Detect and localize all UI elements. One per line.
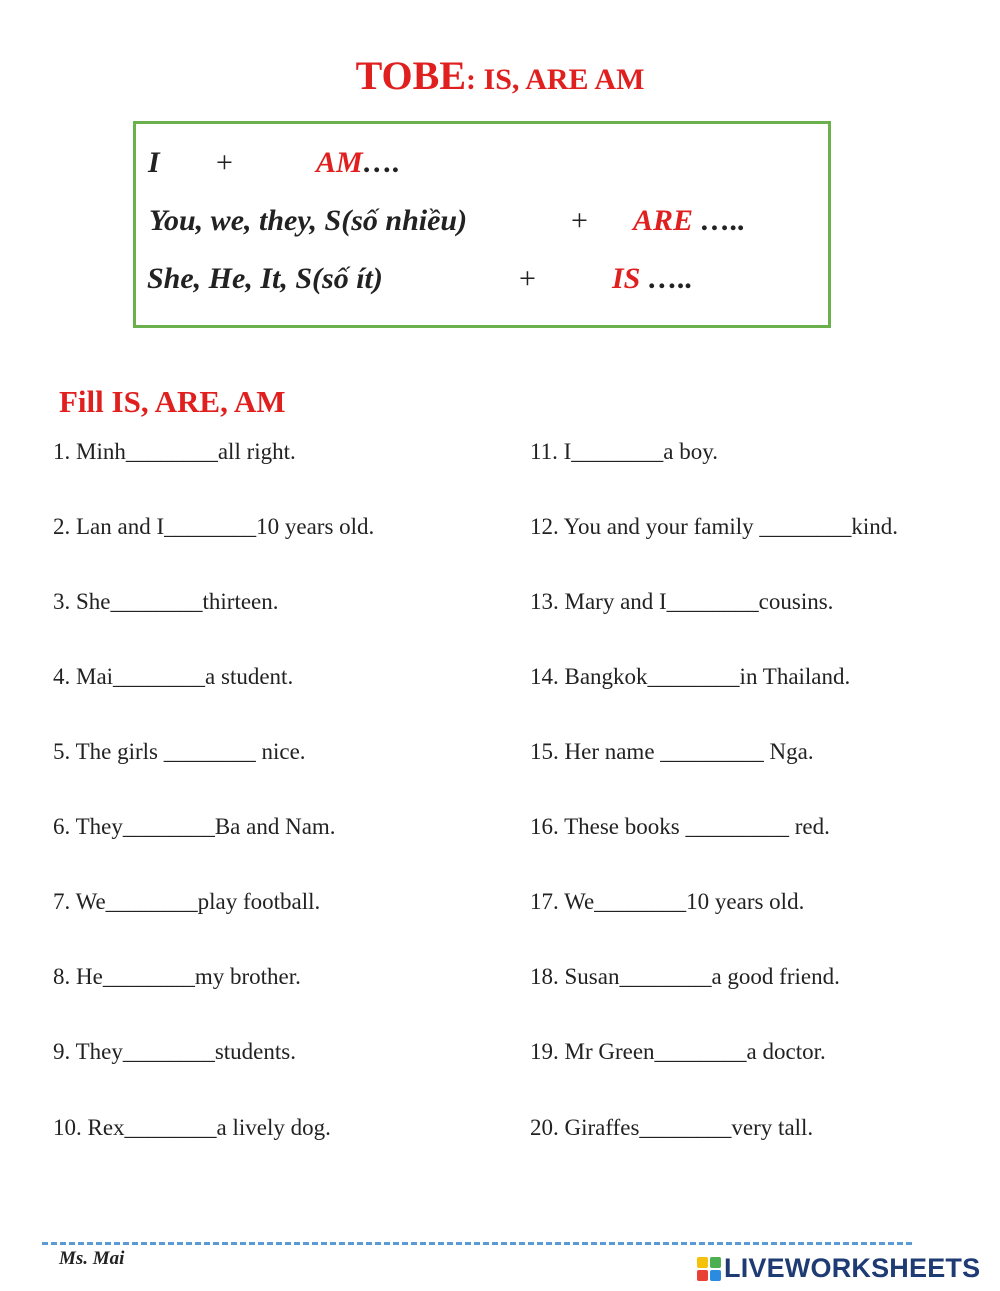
exercise-item: 2. Lan and I________10 years old. (53, 514, 375, 539)
exercise-item: 3. She________thirteen. (53, 589, 279, 614)
rule-verb: AM (316, 146, 363, 179)
rule-plus: + (571, 204, 588, 237)
exercise-item: 11. I________a boy. (530, 439, 719, 464)
exercise-item: 14. Bangkok________in Thailand. (530, 664, 851, 689)
exercise-item: 5. The girls ________ nice. (53, 739, 306, 764)
exercise-item: 18. Susan________a good friend. (530, 964, 840, 989)
exercise-item: 6. They________Ba and Nam. (53, 814, 336, 839)
rule-dots: ….. (693, 204, 746, 237)
rule-dots: …. (362, 146, 401, 179)
exercise-item: 13. Mary and I________cousins. (530, 589, 834, 614)
page-title (0, 52, 1000, 99)
exercise-item: 9. They________students. (53, 1039, 296, 1064)
footer-divider (42, 1242, 912, 1245)
section-title: Fill IS, ARE, AM (59, 384, 286, 419)
exercise-item: 12. You and your family ________kind. (530, 514, 898, 539)
rule-verb: IS (612, 262, 641, 295)
rule-subject: You, we, they, S(số nhiều) (149, 204, 468, 237)
rule-verb: ARE (633, 204, 694, 237)
exercise-item: 1. Minh________all right. (53, 439, 296, 464)
exercise-item: 20. Giraffes________very tall. (530, 1115, 814, 1140)
author-name: Ms. Mai (59, 1248, 125, 1269)
grammar-rules-box (133, 121, 831, 328)
rule-subject: She, He, It, S(số ít) (147, 262, 383, 295)
exercise-item: 4. Mai________a student. (53, 664, 294, 689)
rule-dots: ….. (640, 262, 693, 295)
rule-subject: I (148, 146, 160, 179)
title-sub: : IS, ARE AM (466, 63, 645, 96)
brand-name: LIVEWORKSHEETS (724, 1253, 981, 1283)
exercise-item: 16. These books _________ red. (530, 814, 830, 839)
rule-plus: + (216, 146, 233, 179)
rule-plus: + (519, 262, 536, 295)
liveworksheets-icon (697, 1257, 721, 1281)
exercise-item: 10. Rex________a lively dog. (53, 1115, 331, 1140)
exercise-item: 19. Mr Green________a doctor. (530, 1039, 826, 1064)
exercise-item: 7. We________play football. (53, 889, 321, 914)
brand-logo (697, 1253, 994, 1287)
exercise-item: 8. He________my brother. (53, 964, 301, 989)
exercise-item: 17. We________10 years old. (530, 889, 805, 914)
exercise-item: 15. Her name _________ Nga. (530, 739, 814, 764)
title-main: TOBE (355, 53, 467, 98)
